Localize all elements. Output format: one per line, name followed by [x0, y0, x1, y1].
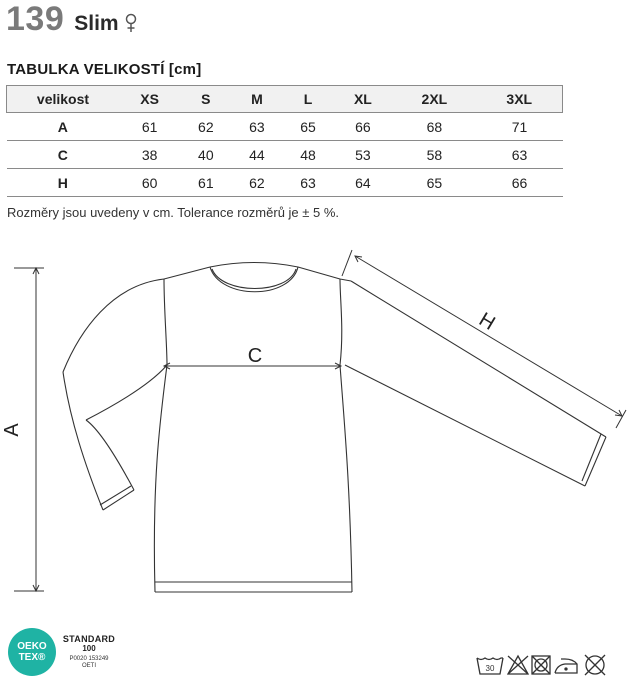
table-cell: 44: [249, 146, 265, 163]
do-not-bleach-icon: [508, 656, 528, 674]
measurement-label-h: H: [475, 308, 499, 335]
oeko-standard: STANDARD: [62, 634, 116, 644]
table-cell: 62: [249, 174, 265, 191]
do-not-dry-clean-icon: [585, 655, 605, 675]
column-header: velikost: [7, 86, 120, 113]
table-cell: 63: [300, 174, 316, 191]
do-not-tumble-dry-icon: [532, 656, 550, 674]
column-header: XS: [119, 86, 180, 113]
table-cell: 66: [511, 174, 528, 191]
row-label: C: [57, 146, 68, 163]
iron-low-icon: [555, 659, 577, 673]
column-header: S: [180, 86, 231, 113]
table-cell: 62: [198, 118, 214, 135]
measurement-label-a: A: [1, 423, 23, 437]
table-cell: 40: [198, 146, 214, 163]
female-symbol-icon: [125, 13, 137, 38]
table-row: [7, 113, 563, 141]
shirt-outline: [63, 263, 606, 593]
column-header: XL: [334, 86, 393, 113]
table-cell: 38: [141, 146, 158, 163]
table-cell: 65: [426, 174, 443, 191]
oeko-certificate: [60, 656, 118, 670]
measurement-h-line: [342, 250, 626, 428]
table-cell: 64: [355, 174, 371, 191]
row-label: A: [57, 118, 68, 135]
column-header: L: [282, 86, 333, 113]
model-number: 139: [6, 0, 65, 38]
table-cell: 48: [300, 146, 316, 163]
table-cell: 58: [426, 146, 443, 163]
size-table-title: TABULKA VELIKOSTÍ [cm]: [7, 61, 202, 78]
table-row: [7, 169, 563, 197]
table-row: [7, 141, 563, 169]
oeko-tex-logo: [8, 628, 56, 676]
oeko-logo-line2: TEX®: [18, 652, 46, 663]
table-cell: 63: [249, 118, 265, 135]
table-cell: 71: [511, 118, 528, 135]
oeko-cert-line2: OETI: [81, 663, 96, 669]
table-cell: 65: [300, 118, 316, 135]
wash-30-icon: [477, 658, 503, 674]
size-table-header-row: [7, 86, 563, 113]
row-label: H: [57, 174, 68, 191]
tolerance-note: Rozměry jsou uvedeny v cm. Tolerance rozměrů je ± 5 %.: [7, 205, 340, 220]
oeko-tex-label: [60, 634, 118, 670]
column-header: 3XL: [477, 86, 563, 113]
table-cell: 61: [141, 118, 158, 135]
table-cell: 61: [198, 174, 214, 191]
care-symbols: [475, 652, 615, 680]
table-cell: 63: [511, 146, 528, 163]
column-header: M: [231, 86, 282, 113]
header: [6, 0, 137, 40]
size-table: [6, 85, 563, 197]
measurement-label-c: C: [247, 345, 263, 367]
wash-temp: 30: [485, 664, 495, 673]
table-cell: 68: [426, 118, 443, 135]
column-header: 2XL: [392, 86, 476, 113]
oeko-logo-line1: OEKO: [17, 641, 47, 652]
table-cell: 60: [141, 174, 158, 191]
oeko-standard-number: 100: [82, 644, 96, 653]
table-cell: 53: [355, 146, 371, 163]
garment-measurement-diagram: [0, 240, 635, 610]
model-name: Slim: [74, 12, 119, 35]
table-cell: 66: [355, 118, 371, 135]
oeko-cert-line1: P0020 153249: [69, 656, 109, 662]
